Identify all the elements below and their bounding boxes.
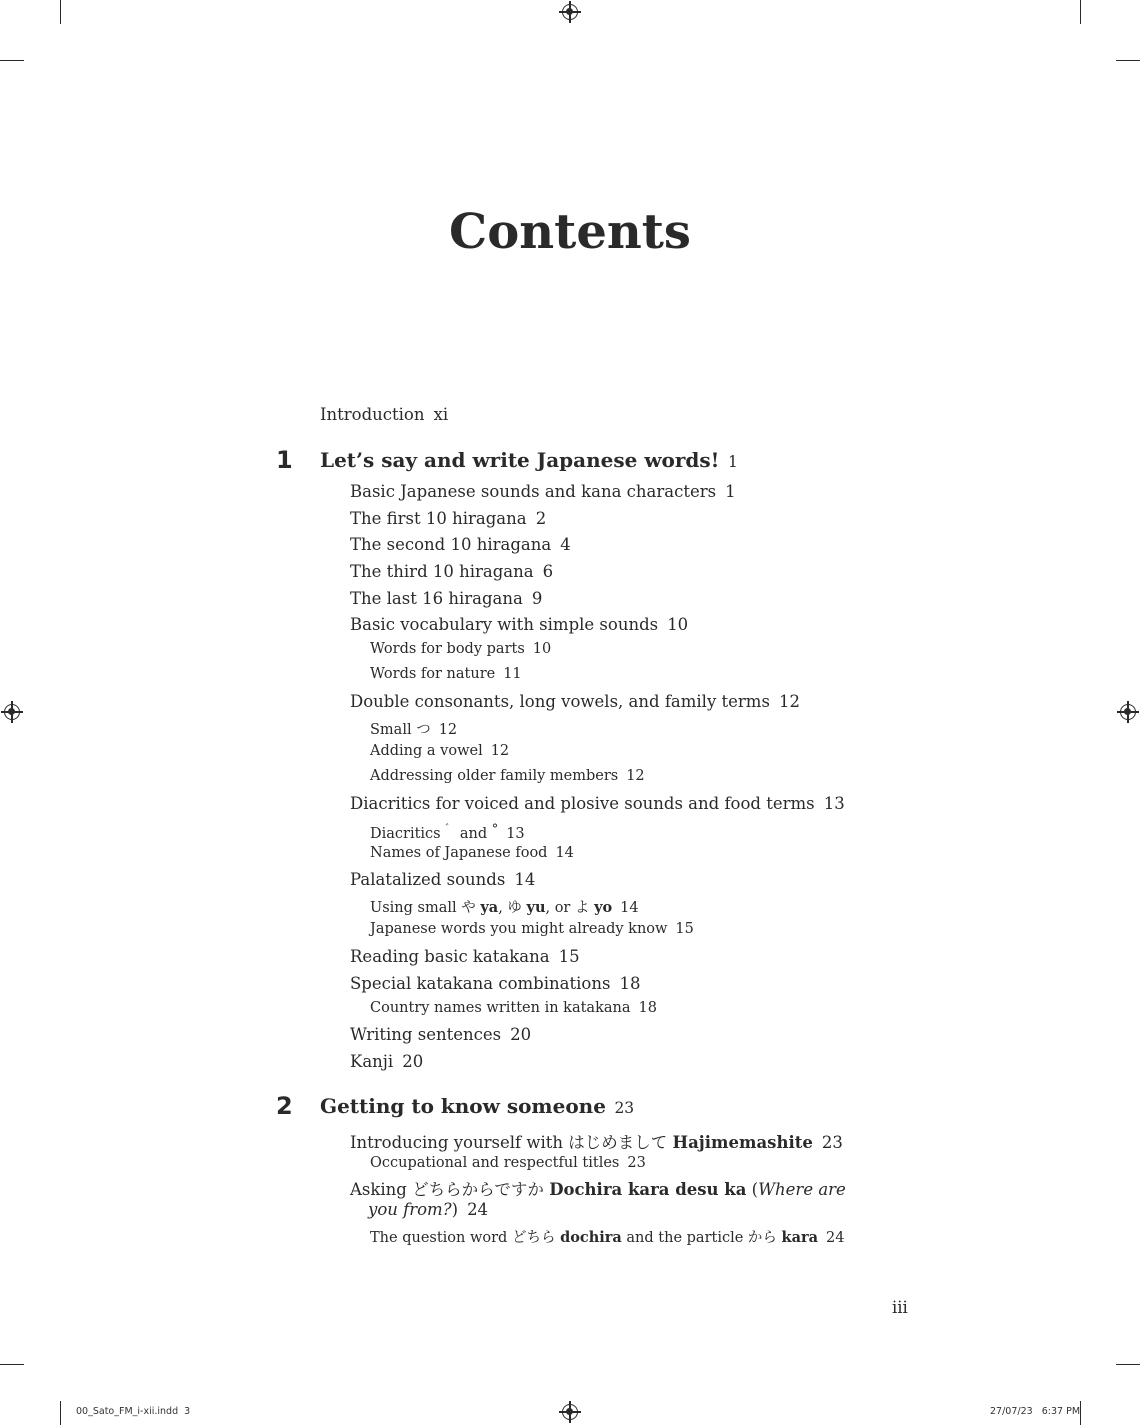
slug-file xyxy=(76,1406,190,1417)
toc-section[interactable] xyxy=(350,1180,846,1220)
toc-page-number: 14 xyxy=(514,870,536,889)
page-title: Contents xyxy=(449,204,691,260)
toc-entry-label: The last 16 hiragana xyxy=(350,589,523,608)
toc-page-number: 12 xyxy=(438,722,458,738)
crop-mark xyxy=(60,1401,61,1425)
toc-section[interactable] xyxy=(350,1052,423,1071)
toc-page-number: 20 xyxy=(402,1052,424,1071)
romaji-term: Hajimemashite xyxy=(672,1133,813,1152)
toc-entry-label: The third 10 hiragana xyxy=(350,562,534,581)
toc-entry-label: ) xyxy=(451,1200,458,1219)
toc-page-number: 12 xyxy=(490,743,510,759)
chapter-title[interactable] xyxy=(320,1094,634,1118)
toc-subsection[interactable] xyxy=(370,743,509,759)
toc-page-number: 13 xyxy=(506,826,525,842)
toc-page-number: 11 xyxy=(503,666,522,682)
romaji-term: yu xyxy=(526,899,546,916)
registration-mark-icon xyxy=(562,1404,578,1420)
toc-subsection[interactable] xyxy=(370,896,639,917)
handakuten-mark: ° xyxy=(491,822,499,837)
romaji-term: kara xyxy=(781,1229,819,1246)
romaji-term: ya xyxy=(480,899,499,916)
toc-entry-label: Introduction xyxy=(320,405,425,424)
toc-section[interactable] xyxy=(350,692,800,711)
romaji-term: dochira xyxy=(560,1229,622,1246)
toc-page-number: 23 xyxy=(821,1133,843,1152)
romaji-term: Dochira kara desu ka xyxy=(549,1180,747,1199)
toc-page-number: 10 xyxy=(532,641,552,657)
toc-page-number: 12 xyxy=(778,692,800,711)
toc-entry-label: The question word どちら xyxy=(370,1230,556,1246)
toc-entry-label: Words for body parts xyxy=(370,641,525,657)
toc-section[interactable] xyxy=(350,482,736,501)
translation-text: Where are xyxy=(758,1180,846,1199)
toc-entry-label: Reading basic katakana xyxy=(350,947,550,966)
toc-page-number: 23 xyxy=(627,1155,646,1171)
toc-page-number: 10 xyxy=(667,615,689,634)
registration-mark-icon xyxy=(562,4,578,20)
toc-entry-label: Writing sentences xyxy=(350,1025,502,1044)
toc-entry-label: Diacritics for voiced and plosive sounds and food terms xyxy=(350,794,815,813)
toc-entry-label: The first 10 hiragana xyxy=(350,509,527,528)
toc-subsection[interactable] xyxy=(370,1155,646,1171)
chapter-title-text: Let’s say and write Japanese words! xyxy=(320,448,720,472)
toc-page-number: 13 xyxy=(823,794,845,813)
toc-subsection[interactable] xyxy=(370,768,645,784)
toc-entry-introduction[interactable] xyxy=(320,405,448,424)
slug-timestamp xyxy=(990,1406,1080,1417)
toc-subsection[interactable] xyxy=(370,666,522,682)
toc-entry-label: ( xyxy=(751,1180,759,1199)
toc-entry-label: Diacritics xyxy=(370,826,441,842)
toc-page-number: 14 xyxy=(555,845,574,861)
toc-page-number: 24 xyxy=(467,1200,489,1219)
toc-section[interactable] xyxy=(350,1129,843,1153)
toc-page-number: 15 xyxy=(675,921,694,937)
toc-entry-label: and xyxy=(459,826,488,842)
dakuten-mark: ゛ xyxy=(445,824,456,835)
toc-page-number: 1 xyxy=(727,453,738,471)
toc-page-number: 24 xyxy=(825,1230,845,1246)
toc-entry-label: Adding a vowel xyxy=(370,743,483,759)
toc-entry-label: Country names written in katakana xyxy=(370,1000,631,1016)
toc-entry-label: Introducing yourself with はじめまして xyxy=(350,1133,668,1152)
crop-mark xyxy=(0,1364,24,1365)
toc-page-number: 4 xyxy=(560,535,571,554)
toc-section[interactable] xyxy=(350,794,845,813)
toc-subsection[interactable] xyxy=(370,845,574,861)
toc-page-number: 15 xyxy=(558,947,580,966)
slug-date: 27/07/23 xyxy=(990,1406,1033,1417)
toc-section[interactable] xyxy=(350,509,546,528)
toc-page-number: 14 xyxy=(620,900,639,916)
toc-subsection[interactable] xyxy=(370,1226,844,1247)
toc-page-number: 20 xyxy=(510,1025,532,1044)
toc-page-number: 2 xyxy=(535,509,547,528)
toc-entry-label: Palatalized sounds xyxy=(350,870,506,889)
toc-entry-label: The second 10 hiragana xyxy=(350,535,552,554)
toc-entry-label: Japanese words you might already know xyxy=(370,921,668,937)
registration-mark-icon xyxy=(4,704,20,720)
slug-filename: 00_Sato_FM_i-xii.indd xyxy=(76,1406,179,1417)
toc-page-number: 9 xyxy=(531,589,543,608)
toc-entry-label: Basic vocabulary with simple sounds xyxy=(350,615,659,634)
toc-subsection[interactable] xyxy=(370,820,525,842)
toc-entry-label: Basic Japanese sounds and kana characters xyxy=(350,482,717,501)
toc-page-number: 6 xyxy=(542,562,554,581)
toc-section[interactable] xyxy=(350,589,542,608)
toc-entry-label: , ゆ xyxy=(498,900,522,916)
toc-page-number: 23 xyxy=(614,1099,635,1117)
translation-text: you from? xyxy=(368,1200,452,1219)
crop-mark xyxy=(1116,60,1140,61)
registration-mark-icon xyxy=(1120,704,1136,720)
chapter-title-text: Getting to know someone xyxy=(320,1094,606,1118)
toc-page-number: 18 xyxy=(619,974,641,993)
toc-section[interactable] xyxy=(350,974,640,993)
toc-entry-label: Addressing older family members xyxy=(370,768,619,784)
toc-subsection[interactable] xyxy=(370,921,694,937)
toc-entry-label: and the particle から xyxy=(626,1230,777,1246)
toc-entry-label: Small つ xyxy=(370,722,431,738)
crop-mark xyxy=(0,60,24,61)
toc-entry-label: Kanji xyxy=(350,1052,394,1071)
crop-mark xyxy=(1080,0,1081,24)
toc-entry-label: Names of Japanese food xyxy=(370,845,548,861)
chapter-number: 2 xyxy=(276,1092,293,1120)
crop-mark xyxy=(60,0,61,24)
crop-mark xyxy=(1080,1401,1081,1425)
romaji-term: yo xyxy=(594,899,613,916)
slug-page: 3 xyxy=(184,1406,191,1417)
toc-entry-label: Double consonants, long vowels, and family terms xyxy=(350,692,770,711)
toc-entry-label: , or よ xyxy=(545,900,590,916)
crop-mark xyxy=(1116,1364,1140,1365)
toc-entry-label: Special katakana combinations xyxy=(350,974,611,993)
slug-time: 6:37 PM xyxy=(1041,1406,1081,1417)
toc-section[interactable] xyxy=(350,615,688,634)
toc-entry-label: Words for nature xyxy=(370,666,496,682)
toc-page-number: xi xyxy=(433,405,449,424)
toc-section[interactable] xyxy=(350,870,535,889)
toc-section[interactable] xyxy=(350,535,571,554)
toc-subsection[interactable] xyxy=(370,641,551,657)
toc-subsection[interactable] xyxy=(370,718,457,739)
toc-section[interactable] xyxy=(350,562,553,581)
toc-page-number: 1 xyxy=(725,482,736,501)
toc-subsection[interactable] xyxy=(370,1000,657,1016)
toc-section[interactable] xyxy=(350,947,580,966)
chapter-title[interactable] xyxy=(320,448,738,472)
toc-entry-label: Occupational and respectful titles xyxy=(370,1155,620,1171)
toc-page-number: 12 xyxy=(626,768,645,784)
page-number: iii xyxy=(892,1298,908,1317)
toc-page-number: 18 xyxy=(638,1000,657,1016)
toc-section[interactable] xyxy=(350,1025,531,1044)
toc-entry-label: Asking どちらからですか xyxy=(350,1180,544,1199)
toc-entry-label: Using small や xyxy=(370,900,476,916)
chapter-number: 1 xyxy=(276,446,293,474)
